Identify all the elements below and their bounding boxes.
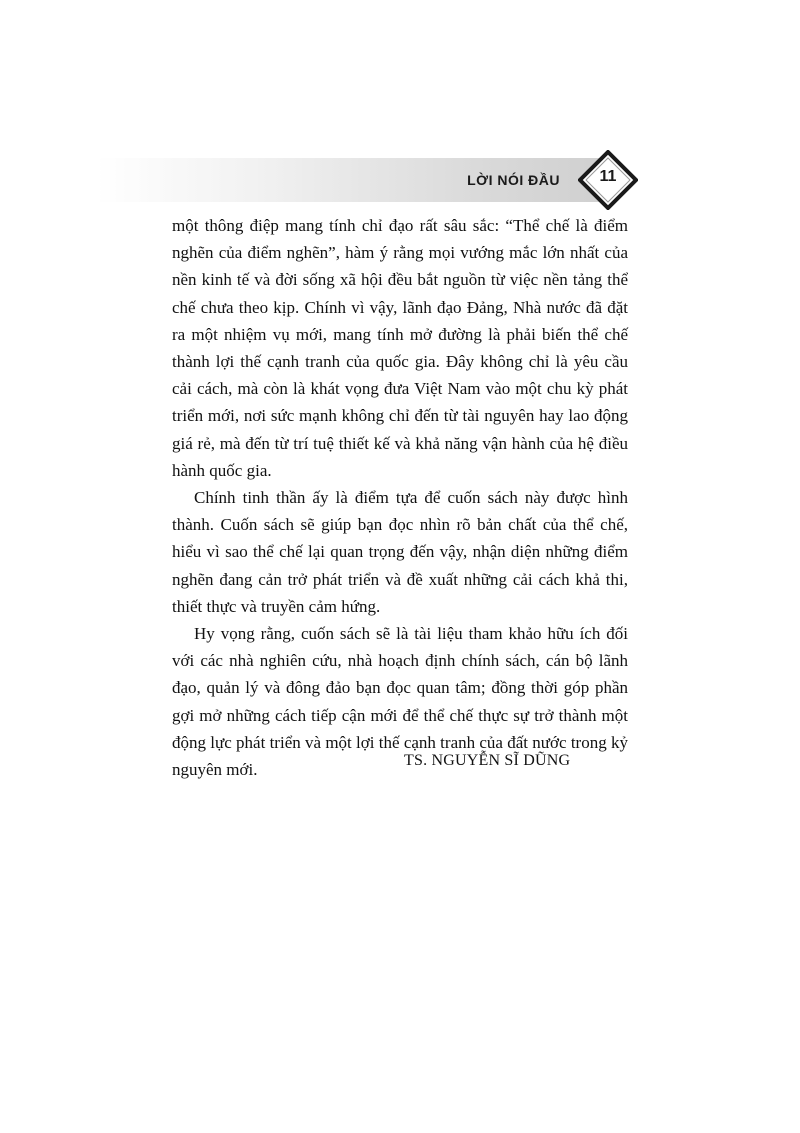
paragraph-purpose: Chính tinh thần ấy là điểm tựa để cuốn sách này được hình thành. Cuốn sách sẽ giúp bạn đọc nhìn rõ bản chất của thể chế, hiểu vì sao thể chế lại quan trọng đến vậy, nhận diện những điểm nghẽn đang cản trở phát triển và đề xuất những cải cách khả thi, thiết thực và truyền cảm hứng. bbox=[172, 488, 628, 616]
author-signature: TS. NGUYỄN SĨ DŨNG bbox=[404, 752, 571, 769]
paragraph-continuation: một thông điệp mang tính chỉ đạo rất sâu sắc: “Thể chế là điểm nghẽn của điểm nghẽn”, hàm ý rằng mọi vướng mắc lớn nhất của nền kinh tế và đời sống xã hội đều bắt nguồn từ việc nền tảng thể chế chưa theo kịp. Chính vì vậy, lãnh đạo Đảng, Nhà nước đã đặt ra một nhiệm vụ mới, mang tính mở đường là phải biến thể chế thành lợi thế cạnh tranh của quốc gia. Đây không chỉ là yêu cầu cải cách, mà còn là khát vọng đưa Việt Nam vào một chu kỳ phát triển mới, nơi sức mạnh không chỉ đến từ tài nguyên hay lao động giá rẻ, mà đến từ trí tuệ thiết kế và khả năng vận hành của hệ điều hành quốc gia. bbox=[172, 216, 628, 480]
body-text bbox=[172, 212, 628, 783]
paragraph-hope: Hy vọng rằng, cuốn sách sẽ là tài liệu tham khảo hữu ích đối với các nhà nghiên cứu, nhà hoạch định chính sách, cán bộ lãnh đạo, quản lý và đông đảo bạn đọc quan tâm; đồng thời góp phần gợi mở những cách tiếp cận mới để thể chế thực sự trở thành một động lực phát triển và một lợi thế cạnh tranh của đất nước trong kỷ nguyên mới. bbox=[172, 624, 628, 780]
page-number: 11 bbox=[599, 168, 617, 185]
running-header-title: LỜI NÓI ĐẦU bbox=[467, 172, 560, 188]
